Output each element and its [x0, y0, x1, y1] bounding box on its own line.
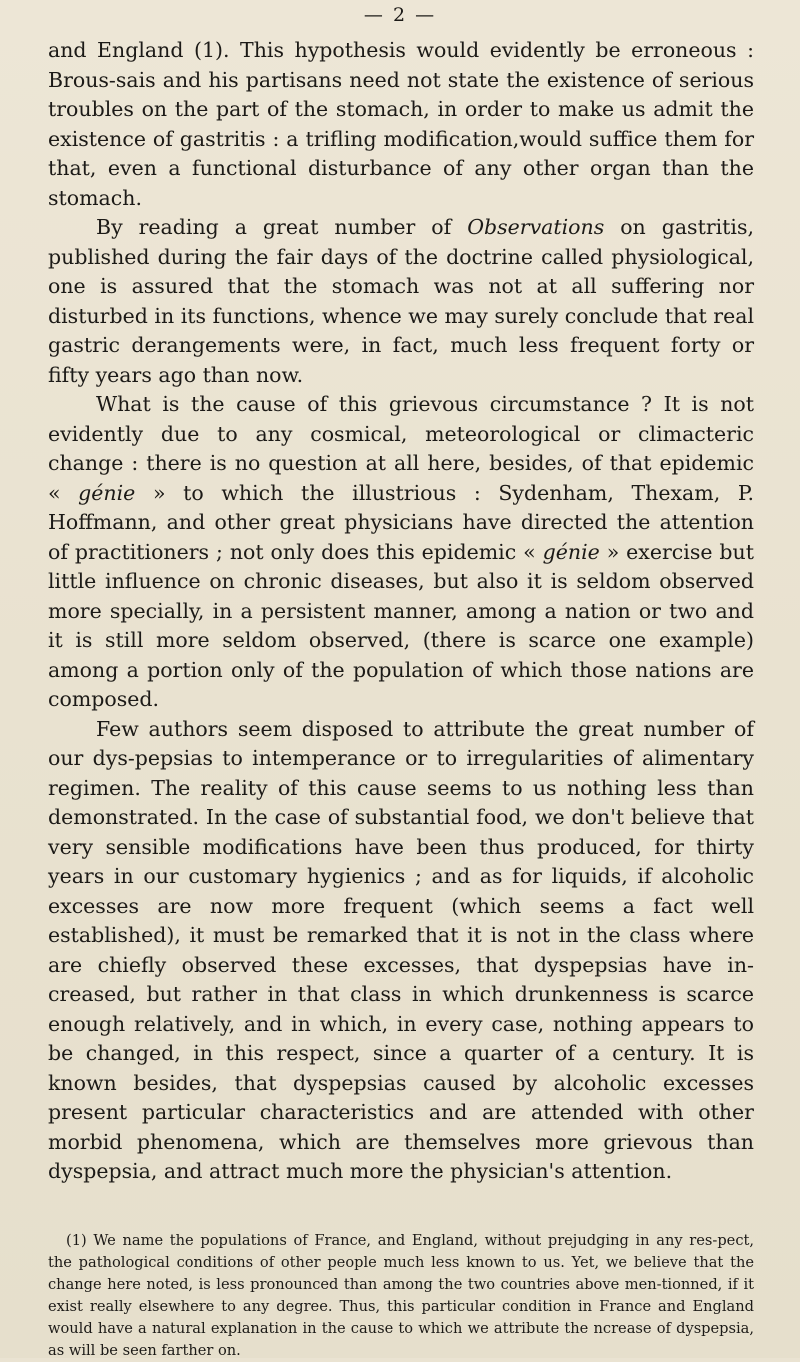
genie-term-2: génie	[542, 539, 600, 564]
footnote	[48, 1230, 754, 1362]
paragraph-2	[48, 213, 754, 390]
paragraph-3-rest: » exercise but little influence on chronic diseases, but also it is seldom observed more specially, in a persistent manner, among a nation or two and it is still more seldom observed, (there is scarce one example) among a portion only of the population of which those nations are composed.	[48, 539, 754, 711]
observations-title: Observations	[467, 215, 605, 239]
paragraph-1: and England (1). This hypothesis would evidently be erroneous : Brous-sais and his partisans need not state the existence of serious troubles on the part of the stomach, in order to make us admit the existence of gastritis : a trifling modification,would suffice them for that, even a functional disturbance of any other organ than the stomach.	[48, 38, 754, 210]
footnote-text: (1) We name the populations of France, and England, without prejudging in any res-pect, the pathological conditions of other people much less known to us. Yet, we believe that the change here noted, is less pronounced than among the two countries above men-tionned, if it exist really elsewhere to any degree. Thus, this particular condition in France and England would have a natural explanation in the cause to which we attribute the ncrease of dyspepsia, as will be seen farther on.	[48, 1232, 754, 1359]
paragraph-2-start: By reading a great number of	[96, 215, 468, 239]
paragraph-3-start: What is the cause of this grievous circumstance ? It is not evidently due to any cosmical, meteorological or climacteric change : there is no question at all here, besides, of that epidemic «	[48, 392, 754, 505]
paragraph-4: Few authors seem disposed to attribute the great number of our dys-pepsias to intemperance or to irregularities of alimentary regimen. The reality of this cause seems to us nothing less than demonstrated. In the case of substantial food, we don't believe that very sensible modifications have been thus produced, for thirty years in our customary hygienics ; and as for liquids, if alcoholic excesses are now more frequent (which seems a fact well established), it must be remarked that it is not in the class where are chiefly observed these excesses, that dyspepsias have in-creased, but rather in that class in which drunkenness is scarce enough relatively, and in which, in every case, nothing appears to be changed, in this respect, since a quarter of a century. It is known besides, that dyspepsias caused by alcoholic excesses present particular characteristics and are attended with other morbid phenomena, which are themselves more grievous than dyspepsia, and attract much more the physician's attention.	[48, 716, 754, 1183]
paragraph-2-rest: on gastritis, published during the fair days of the doctrine called physiological, one is assured that the stomach was not at all suffering nor disturbed in its functions, whence we may surely conclude that real gastric derangements were, in fact, much less frequent forty or fifty years ago than now.	[48, 215, 755, 387]
paragraph-3	[48, 390, 754, 715]
paragraph-3-mid: » to which the illustrious : Sydenham, Thexam, P. Hoffmann, and other great physicians have directed the attention of practitioners ; not only does this epidemic «	[48, 480, 754, 564]
genie-term-1: génie	[78, 480, 136, 505]
body-text	[48, 36, 754, 1187]
page-number: — 2 —	[363, 4, 437, 26]
